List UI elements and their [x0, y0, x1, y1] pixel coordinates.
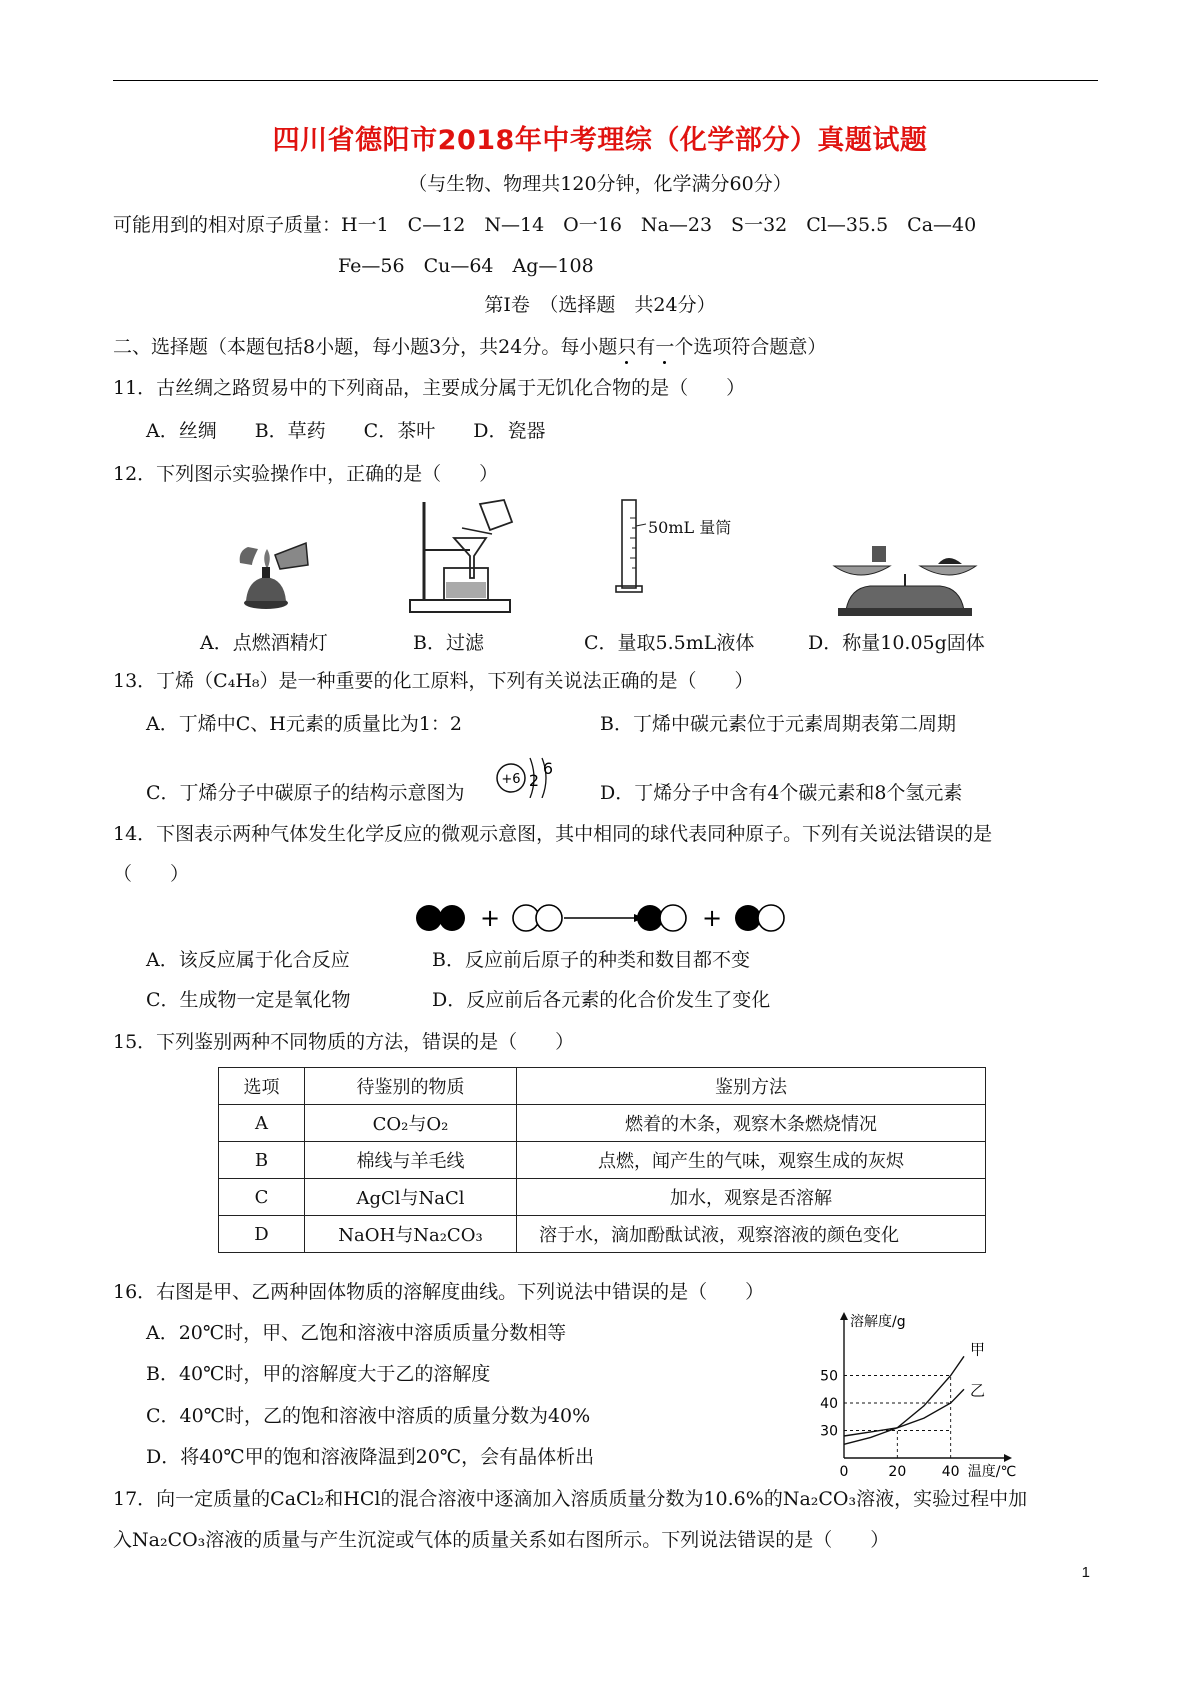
x-axis-label: 温度/℃: [967, 1464, 1017, 1480]
q13-stem: 13．丁烯（C₄H₈）是一种重要的化工原料，下列有关说法正确的是（ ）: [113, 670, 754, 692]
table-row: [219, 1105, 986, 1142]
table-cell: 棉线与羊毛线: [305, 1142, 517, 1179]
q16-option-b: B．40℃时，甲的溶解度大于乙的溶解度: [146, 1363, 491, 1385]
x-tick-label: 20: [888, 1464, 907, 1480]
table-header-cell: 选项: [219, 1068, 305, 1105]
q15-stem: 15．下列鉴别两种不同物质的方法，错误的是（ ）: [113, 1031, 575, 1053]
q13-option-b: B．丁烯中碳元素位于元素周期表第二周期: [600, 713, 956, 735]
y-tick-label: 40: [820, 1396, 838, 1412]
y-tick-label: 50: [820, 1368, 838, 1385]
table-row: [219, 1142, 986, 1179]
q13-option-d: D．丁烯分子中含有4个碳元素和8个氢元素: [600, 782, 963, 804]
series-line-0: [844, 1356, 964, 1444]
y-axis-label: 溶解度/g: [850, 1314, 906, 1330]
balance-illustration: [830, 540, 980, 620]
q11-options: A．丝绸 B．草药 C．茶叶 D．瓷器: [146, 420, 546, 442]
graduated-cylinder-illustration: [612, 498, 672, 598]
table-cell: 点燃，闻产生的气味，观察生成的灰烬: [517, 1142, 986, 1179]
table-cell: 燃着的木条，观察木条燃烧情况: [517, 1105, 986, 1142]
q11-stem: 11．古丝绸之路贸易中的下列商品，主要成分属于无饥化合物的是（ ）: [113, 377, 746, 399]
table-cell: B: [219, 1142, 305, 1179]
plus-sign: +: [479, 904, 501, 932]
alcohol-lamp-illustration: [230, 535, 310, 615]
q12-option-a: A．点燃酒精灯: [200, 632, 328, 654]
q16-option-c: C．40℃时，乙的饱和溶液中溶质的质量分数为40%: [146, 1405, 591, 1427]
x-tick-label: 40: [941, 1464, 960, 1480]
q12-option-d: D．称量10.05g固体: [808, 632, 985, 654]
q14-option-c: C．生成物一定是氧化物: [146, 989, 351, 1011]
q14-option-d: D．反应前后各元素的化合价发生了变化: [432, 989, 771, 1011]
exam-subtitle: （与生物、物理共120分钟，化学满分60分）: [408, 173, 792, 195]
y-axis-arrow: [840, 1312, 848, 1320]
table-row: [219, 1216, 986, 1253]
table-cell: AgCl与NaCl: [305, 1179, 517, 1216]
q12-option-b: B．过滤: [413, 632, 484, 654]
solubility-curve-chart: [810, 1310, 1030, 1480]
q16-option-d: D．将40℃甲的饱和溶液降温到20℃，会有晶体析出: [146, 1446, 595, 1468]
q14-stem: 14．下图表示两种气体发生化学反应的微观示意图，其中相同的球代表同种原子。下列有关说法错误的是: [113, 823, 993, 845]
y-tick-label: 30: [820, 1423, 838, 1440]
table-row: [219, 1179, 986, 1216]
cylinder-label: 50mL 量筒: [648, 518, 732, 537]
section-intro-mid: 有: [636, 336, 656, 358]
header-rule: [113, 80, 1098, 81]
filtration-illustration: [400, 498, 530, 618]
x-axis-arrow: [1004, 1454, 1012, 1462]
carbon-atom-structure-diagram: [494, 752, 560, 798]
reaction-micro-diagram: [412, 898, 802, 938]
table-cell: 加水，观察是否溶解: [517, 1179, 986, 1216]
q13-option-a: A．丁烯中C、H元素的质量比为1：2: [146, 713, 463, 735]
q14-stem-paren: （ ）: [113, 863, 190, 885]
q16-stem: 16．右图是甲、乙两种固体物质的溶解度曲线。下列说法中错误的是（ ）: [113, 1281, 765, 1303]
atomic-mass-line-1: 可能用到的相对原子质量：H一1 C—12 N—14 O一16 Na—23 S一32 Cl—35.5 Ca—40: [113, 214, 977, 236]
q14-option-b: B．反应前后原子的种类和数目都不变: [432, 949, 750, 971]
part-title: 第Ⅰ卷 （选择题 共24分）: [484, 294, 716, 316]
table-cell: C: [219, 1179, 305, 1216]
table-header-row: [219, 1068, 986, 1105]
section-intro-before: 二、选择题（本题包括8小题，每小题3分，共24分。每小题: [113, 336, 618, 358]
q15-table: [218, 1067, 986, 1253]
emphasis-dot-char: 一: [655, 336, 675, 358]
q17-line-1: 17．向一定质量的CaCl₂和HCl的混合溶液中逐滴加入溶质质量分数为10.6%的Na₂CO₃溶液，实验过程中加: [113, 1488, 1028, 1510]
q14-option-a: A．该反应属于化合反应: [146, 949, 350, 971]
table-cell: CO₂与O₂: [305, 1105, 517, 1142]
x-tick-label: 0: [839, 1464, 849, 1480]
q12-option-c: C．量取5.5mL液体: [584, 632, 755, 654]
electron-shell-1: 2: [528, 771, 540, 790]
series-label: 乙: [970, 1381, 986, 1400]
nucleus-charge: +6: [501, 772, 521, 787]
page-number: 1: [1081, 1564, 1090, 1581]
table-header-cell: 鉴别方法: [517, 1068, 986, 1105]
atomic-mass-line-2: Fe—56 Cu—64 Ag—108: [338, 255, 594, 277]
section-intro-after: 个选项符合题意）: [674, 336, 827, 358]
section-intro: [113, 335, 826, 359]
electron-shell-2: 6: [542, 759, 554, 778]
series-line-1: [844, 1389, 964, 1436]
emphasis-dot-char: 只: [617, 336, 637, 358]
table-cell: 溶于水，滴加酚酞试液，观察溶液的颜色变化: [517, 1216, 986, 1253]
q17-line-2: 入Na₂CO₃溶液的质量与产生沉淀或气体的质量关系如右图所示。下列说法错误的是（ ）: [113, 1529, 890, 1551]
table-cell: NaOH与Na₂CO₃: [305, 1216, 517, 1253]
series-label: 甲: [970, 1340, 986, 1359]
table-cell: A: [219, 1105, 305, 1142]
q13-option-c: C．丁烯分子中碳原子的结构示意图为: [146, 782, 465, 804]
table-cell: D: [219, 1216, 305, 1253]
table-header-cell: 待鉴别的物质: [305, 1068, 517, 1105]
q12-stem: 12．下列图示实验操作中，正确的是（ ）: [113, 463, 499, 485]
exam-title: 四川省德阳市2018年中考理综（化学部分）真题试题: [272, 125, 928, 156]
plus-sign: +: [701, 904, 723, 932]
q16-option-a: A．20℃时，甲、乙饱和溶液中溶质质量分数相等: [146, 1322, 567, 1344]
